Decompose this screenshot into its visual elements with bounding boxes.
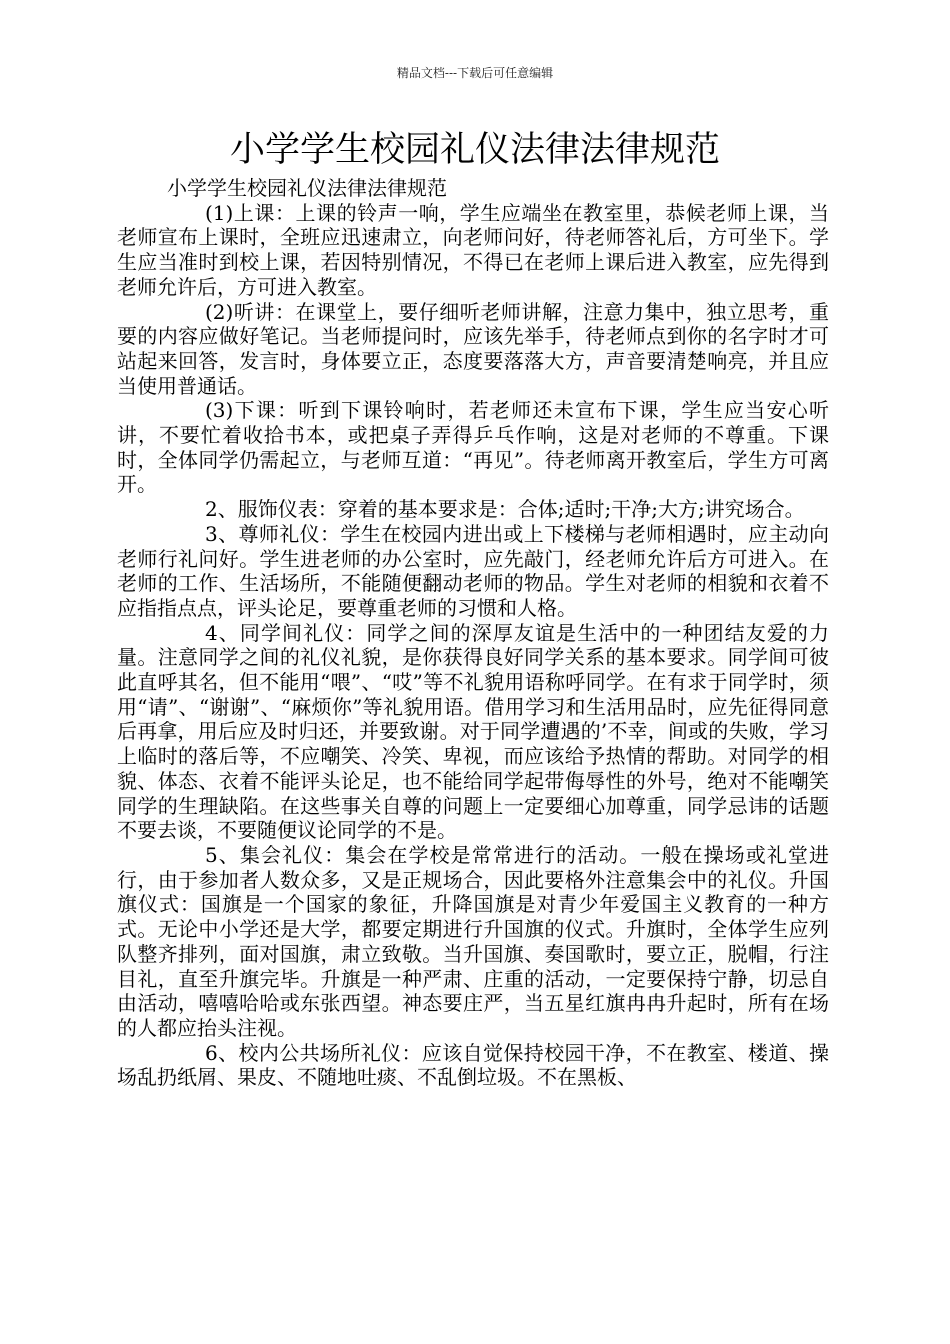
paragraph-public-area-etiquette: 6、校内公共场所礼仪：应该自觉保持校园干净，不在教室、楼道、操场乱扔纸屑、果皮、不随地吐痰、不乱倒垃圾。不在黑板、 <box>117 1040 829 1090</box>
paragraph-class-rules: (1)上课：上课的铃声一响，学生应端坐在教室里，恭候老师上课，当老师宣布上课时，全班应迅速肃立，向老师问好，待老师答礼后，方可坐下。学生应当准时到校上课，若因特别情况，不得已在老师上课后进入教室，应先得到老师允许后，方可进入教室。 <box>117 200 829 299</box>
paragraph-assembly-etiquette: 5、集会礼仪：集会在学校是常常进行的活动。一般在操场或礼堂进行，由于参加者人数众多，又是正规场合，因此要格外注意集会中的礼仪。升国旗仪式：国旗是一个国家的象征，升降国旗是对青少年爱国主义教育的一种方式。无论中小学还是大学，都要定期进行升国旗的仪式。升旗时，全体学生应列队整齐排列，面对国旗，肃立致敬。当升国旗、奏国歌时，要立正，脱帽，行注目礼，直至升旗完毕。升旗是一种严肃、庄重的活动，一定要保持宁静，切忌自由活动，嘻嘻哈哈或东张西望。神态要庄严，当五星红旗冉冉升起时，所有在场的人都应抬头注视。 <box>117 842 829 1040</box>
document-subtitle: 小学学生校园礼仪法律法律规范 <box>167 176 447 200</box>
paragraph-classmate-etiquette: 4、同学间礼仪：同学之间的深厚友谊是生活中的一种团结友爱的力量。注意同学之间的礼仪礼貌，是你获得良好同学关系的基本要求。同学间可彼此直呼其名，但不能用“喂”、“哎”等不礼貌用语称呼同学。在有求于同学时，须用“请”、“谢谢”、“麻烦你”等礼貌用语。借用学习和生活用品时，应先征得同意后再拿，用后应及时归还，并要致谢。对于同学遭遇的’不幸，间或的失败，学习上临时的落后等，不应嘲笑、冷笑、卑视，而应该给予热情的帮助。对同学的相貌、体态、衣着不能评头论足，也不能给同学起带侮辱性的外号，绝对不能嘲笑同学的生理缺陷。在这些事关自尊的问题上一定要细心加尊重，同学忌讳的话题不要去谈，不要随便议论同学的不是。 <box>117 620 829 843</box>
paragraph-dismissal-rules: (3)下课：听到下课铃响时，若老师还未宣布下课，学生应当安心听讲，不要忙着收拾书本，或把桌子弄得乒乓作响，这是对老师的不尊重。下课时，全体同学仍需起立，与老师互道：“再见”。待老师离开教室后，学生方可离开。 <box>117 398 829 497</box>
paragraph-listening-rules: (2)听讲：在课堂上，要仔细听老师讲解，注意力集中，独立思考，重要的内容应做好笔记。当老师提问时，应该先举手，待老师点到你的名字时才可站起来回答，发言时，身体要立正，态度要落落大方，声音要清楚响亮，并且应当使用普通话。 <box>117 299 829 398</box>
paragraph-teacher-etiquette: 3、尊师礼仪：学生在校园内进出或上下楼梯与老师相遇时，应主动向老师行礼问好。学生进老师的办公室时，应先敲门，经老师允许后方可进入。在老师的工作、生活场所，不能随便翻动老师的物品。学生对老师的相貌和衣着不应指指点点，评头论足，要尊重老师的习惯和人格。 <box>117 521 829 620</box>
paragraph-dress-code: 2、服饰仪表：穿着的基本要求是：合体;适时;干净;大方;讲究场合。 <box>205 497 805 522</box>
page-header: 精品文档---下载后可任意编辑 <box>396 66 554 80</box>
document-body <box>117 176 829 1090</box>
document-title: 小学学生校园礼仪法律法律规范 <box>229 130 720 170</box>
